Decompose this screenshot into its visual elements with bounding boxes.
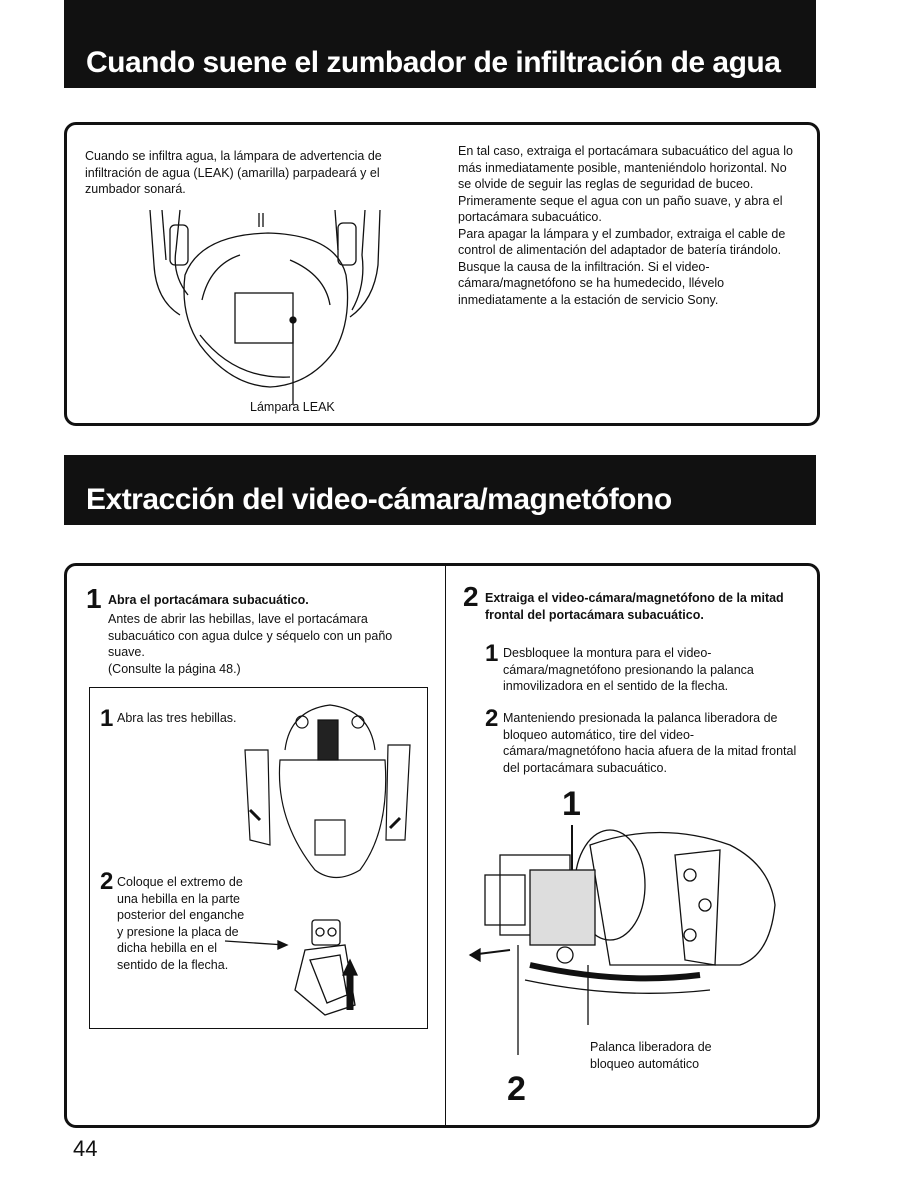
page-number: 44	[73, 1136, 98, 1161]
callout-number: 2	[507, 1070, 526, 1108]
section-title-2: Extracción del video-cámara/magnetófono	[86, 483, 672, 516]
substep-text: Abra las tres hebillas.	[117, 711, 237, 725]
lever-label: Palanca liberadora de bloqueo automático	[590, 1040, 712, 1071]
section-title: Cuando suene el zumbador de infiltración de agua	[86, 46, 781, 79]
section-title-banner	[64, 0, 816, 88]
leak-instructions-text: En tal caso, extraiga el portacámara subacuático del agua lo más inmediatamente posible, manteniéndolo horizontal. No se olvide de seguir las reglas de seguridad de buceo. Primeramente seque el agua con un paño suave, y abra el portacámara subacuático. Para apagar la lámpara y el zumbador, extraiga el cable de control de alimentación del adaptador de batería tirándolo. Busque la causa de la infiltración. Si el video-cámara/magnetófono se ha humedecido, llévelo inmediatamente a la estación de servicio Sony.	[458, 144, 793, 307]
substep-number: 2	[485, 705, 499, 732]
section-title-banner-2	[64, 455, 816, 525]
substep-number: 1	[100, 705, 114, 732]
substep-number: 1	[485, 640, 499, 667]
substep-text: Manteniendo presionada la palanca liberadora de bloqueo automático, tire del video-cámara/magnetófono hacia afuera de la mitad frontal del portacámara subacuático.	[503, 711, 797, 775]
substep-text: Desbloquee la montura para el video-cámara/magnetófono presionando la palanca inmovilizadora en el sentido de la flecha.	[503, 646, 754, 693]
step-number: 1	[86, 583, 102, 614]
step-body: Antes de abrir las hebillas, lave el portacámara subacuático con agua dulce y séquelo con un paño suave. (Consulte la página 48.)	[108, 612, 393, 676]
step-number: 2	[463, 581, 479, 612]
step-heading: Abra el portacámara subacuático.	[108, 593, 309, 607]
substep-text: Coloque el extremo de una hebilla en la parte posterior del enganche y presione la placa de dicha hebilla en el sentido de la flecha.	[117, 875, 245, 972]
leak-intro-text: Cuando se infiltra agua, la lámpara de advertencia de infiltración de agua (LEAK) (amarilla) parpadeará y el zumbador sonará.	[85, 149, 382, 196]
substep-number: 2	[100, 868, 114, 895]
camera-extraction-illustration	[470, 815, 800, 1055]
housing-front-illustration	[140, 205, 400, 405]
callout-number: 1	[562, 785, 581, 823]
buckle-illustration	[225, 915, 375, 1025]
leak-lamp-label: Lámpara LEAK	[250, 400, 335, 414]
step-heading: Extraiga el video-cámara/magnetófono de la mitad frontal del portacámara subacuático.	[485, 591, 784, 622]
housing-buckles-illustration	[240, 700, 415, 890]
column-divider	[445, 566, 446, 1126]
